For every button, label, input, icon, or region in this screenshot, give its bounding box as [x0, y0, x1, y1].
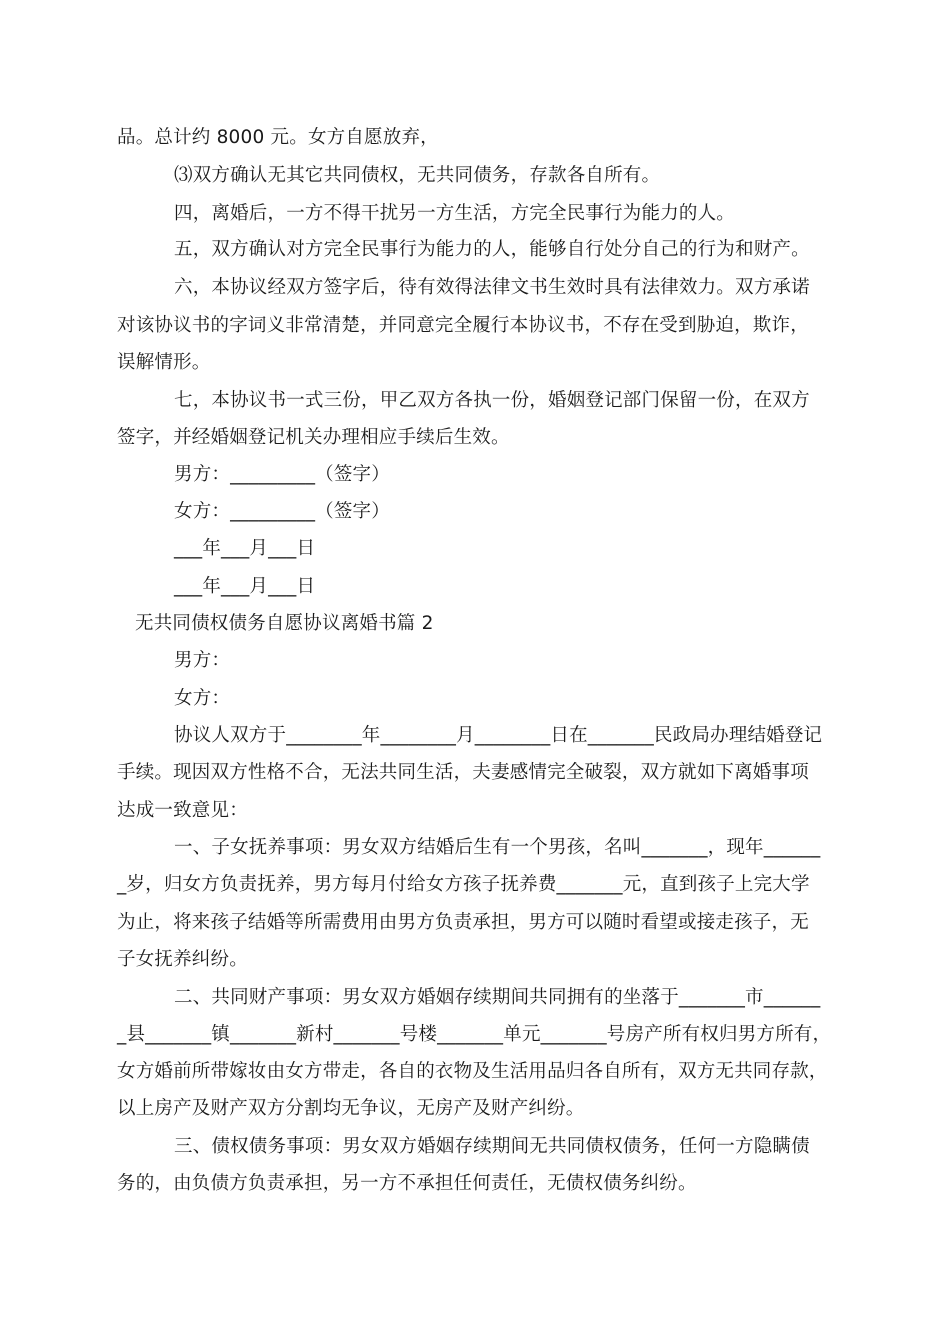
paragraph-line: 对该协议书的字词义非常清楚，并同意完全履行本协议书，不存在受到胁迫，欺诈， [117, 315, 809, 336]
party-female-label: 女方： [174, 688, 231, 709]
paragraph-line: 二、共同财产事项：男女双方婚姻存续期间共同拥有的坐落于_______市______ [174, 987, 821, 1008]
paragraph-line: 签字，并经婚姻登记机关办理相应手续后生效。 [117, 427, 510, 448]
paragraph-line: 达成一致意见： [117, 800, 248, 821]
section-title: 无共同债权债务自愿协议离婚书篇 2 [135, 613, 434, 634]
paragraph-line: 品。总计约 8000 元。女方自愿放弃， [117, 127, 439, 148]
paragraph-line: ⑶双方确认无其它共同债权，无共同债务，存款各自所有。 [174, 165, 661, 186]
paragraph-line: 子女抚养纠纷。 [117, 949, 248, 970]
paragraph-line: 七，本协议书一式三份，甲乙双方各执一份，婚姻登记部门保留一份，在双方 [174, 390, 810, 411]
paragraph-line: 以上房产及财产双方分割均无争议，无房产及财产纠纷。 [117, 1098, 585, 1119]
paragraph-line: 一、子女抚养事项：男女双方结婚后生有一个男孩，名叫_______，现年______ [174, 837, 821, 858]
paragraph-line: 女方婚前所带嫁妆由女方带走，各自的衣物及生活用品归各自所有，双方无共同存款， [117, 1061, 828, 1082]
paragraph-line: 为止，将来孩子结婚等所需费用由男方负责承担，男方可以随时看望或接走孩子，无 [117, 912, 809, 933]
paragraph-line: 务的，由负债方负责承担，另一方不承担任何责任，无债权债务纠纷。 [117, 1173, 697, 1194]
paragraph-line: 误解情形。 [117, 352, 211, 373]
date-line: ___年___月___日 [174, 538, 316, 559]
paragraph-line: 手续。现因双方性格不合，无法共同生活，夫妻感情完全破裂，双方就如下离婚事项 [117, 762, 809, 783]
paragraph-line: 四，离婚后，一方不得干扰另一方生活，方完全民事行为能力的人。 [174, 203, 736, 224]
paragraph-line: 六，本协议经双方签字后，待有效得法律文书生效时具有法律效力。双方承诺 [174, 277, 810, 298]
signature-line-male: 男方：_________（签字） [174, 464, 390, 485]
paragraph-line: 五，双方确认对方完全民事行为能力的人，能够自行处分自己的行为和财产。 [174, 239, 810, 260]
paragraph-line: _岁，归女方负责抚养，男方每月付给女方孩子抚养费_______元，直到孩子上完大学 [117, 874, 810, 895]
paragraph-line: 三、债权债务事项：男女双方婚姻存续期间无共同债权债务，任何一方隐瞒债 [174, 1136, 810, 1157]
paragraph-line: _县_______镇_______新村_______号楼_______单元_______号房产所有权归男方所有， [117, 1024, 832, 1045]
signature-line-female: 女方：_________（签字） [174, 501, 390, 522]
date-line: ___年___月___日 [174, 576, 316, 597]
paragraph-line: 协议人双方于________年________月________日在_______民政局办理结婚登记 [174, 725, 823, 746]
party-male-label: 男方： [174, 650, 231, 671]
